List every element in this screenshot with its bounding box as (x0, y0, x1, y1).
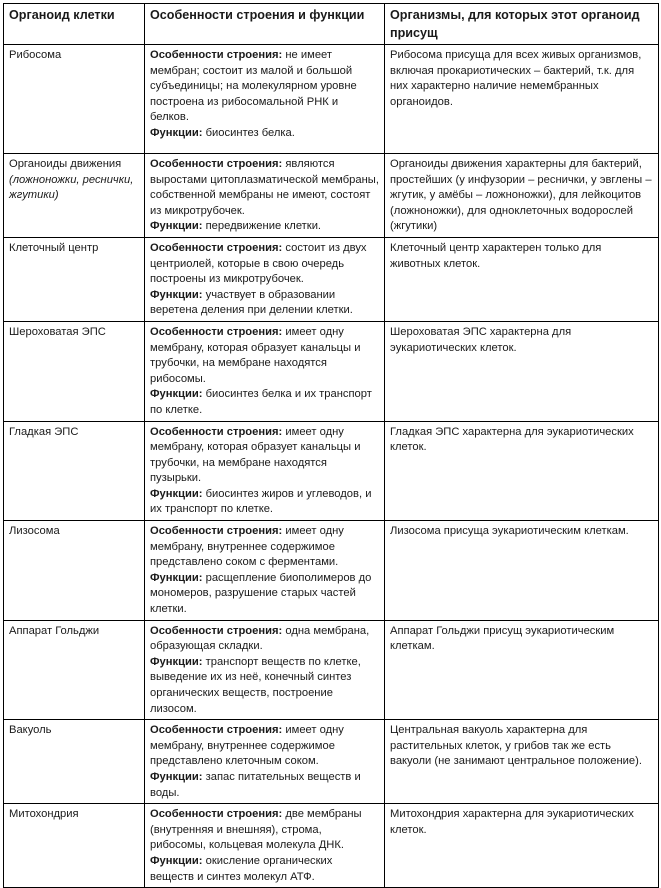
organelle-name-note: (ложноножки, реснички, жгутики) (9, 173, 134, 202)
organelle-name-cell (4, 154, 145, 238)
functions-label: Функции: (150, 126, 203, 139)
organisms-text: Центральная вакуоль характерна для растительных клеток, у грибов так же есть вакуоли (не занимают центральное положение). (390, 724, 642, 768)
header-organelle: Органоид клетки (4, 4, 145, 45)
organisms-cell (385, 154, 659, 238)
organisms-cell (385, 620, 659, 720)
structure-functions-cell (145, 421, 385, 521)
functions-label: Функции: (150, 288, 203, 301)
table-row (4, 521, 659, 621)
functions-label: Функции: (150, 571, 203, 584)
functions-label: Функции: (150, 770, 203, 783)
header-structure-functions: Особенности строения и функции (145, 4, 385, 45)
organelle-name-cell (4, 620, 145, 720)
organisms-text: Гладкая ЭПС характерна для эукариотических клеток. (390, 425, 634, 454)
functions-text: передвижение клетки. (205, 220, 322, 233)
functions-text: участвует в образовании веретена деления при делении клетки. (150, 288, 353, 317)
table-row (4, 421, 659, 521)
functions-text: окисление органических веществ и синтез молекул АТФ. (150, 854, 333, 883)
organelle-name-cell (4, 720, 145, 804)
organelle-name: Рибосома (9, 49, 62, 61)
organisms-text: Аппарат Гольджи присущ эукариотическим клеткам. (390, 624, 615, 653)
structure-label: Особенности строения: (150, 425, 283, 438)
table-body (4, 45, 659, 888)
structure-text: являются выростами цитоплазматической мембраны, собственной мембраны не имеют, состоят из микротрубочек. (150, 158, 379, 217)
table-row (4, 45, 659, 154)
organelle-name: Клеточный центр (9, 241, 99, 254)
structure-text: имеет одну мембрану, которая образует канальцы и трубочки, на мембране находятся пузырьки. (150, 425, 361, 485)
organelle-name: Органоиды движения (9, 158, 122, 170)
table-row (4, 237, 659, 321)
organelle-name: Шероховатая ЭПС (9, 325, 106, 338)
structure-text: не имеет мембран; состоит из малой и большой субъединицы; на молекулярном уровне построена из рибосомальной РНК и белков. (150, 49, 357, 124)
organisms-cell (385, 421, 659, 521)
structure-functions-cell (145, 154, 385, 238)
structure-functions-cell (145, 321, 385, 421)
functions-text: транспорт веществ по клетке, выведение их из неё, конечный синтез органических веществ, построение лизосом. (150, 655, 361, 715)
organisms-cell (385, 720, 659, 804)
table-row (4, 154, 659, 238)
functions-label: Функции: (150, 388, 203, 401)
organisms-text: Клеточный центр характерен только для животных клеток. (390, 241, 602, 270)
structure-text: имеет одну мембрану, внутреннее содержимое представлено соком с ферментами. (150, 525, 344, 569)
structure-label: Особенности строения: (150, 624, 283, 637)
structure-text: две мембраны (внутренняя и внешняя), строма, рибосомы, кольцевая молекула ДНК. (150, 808, 362, 852)
structure-label: Особенности строения: (150, 808, 283, 821)
functions-label: Функции: (150, 854, 203, 867)
organisms-cell (385, 321, 659, 421)
table-row (4, 620, 659, 720)
functions-label: Функции: (150, 487, 203, 500)
table-header-row (4, 4, 659, 45)
structure-functions-cell (145, 521, 385, 621)
structure-label: Особенности строения: (150, 525, 283, 538)
organisms-cell (385, 45, 659, 154)
functions-text: биосинтез жиров и углеводов, и их транспорт по клетке. (150, 487, 372, 516)
organisms-text: Митохондрия характерна для эукариотических клеток. (390, 808, 634, 836)
structure-text: состоит из двух центриолей, которые в свою очередь построены из микротрубочек. (150, 241, 367, 286)
functions-label: Функции: (150, 655, 203, 668)
organelle-name-cell (4, 45, 145, 154)
organelles-table (3, 3, 659, 888)
structure-label: Особенности строения: (150, 241, 283, 254)
structure-label: Особенности строения: (150, 158, 283, 170)
organisms-text: Шероховатая ЭПС характерна для эукариотических клеток. (390, 325, 572, 354)
organelle-name: Лизосома (9, 525, 60, 538)
organelle-name: Вакуоль (9, 724, 52, 737)
table-row (4, 720, 659, 804)
functions-text: биосинтез белка. (205, 126, 295, 139)
organelle-name-cell (4, 237, 145, 321)
organelle-name: Аппарат Гольджи (9, 624, 100, 637)
organisms-text: Рибосома присуща для всех живых организмов, включая прокариотических – бактерий, т.к. для них характерно наличие немембранных органоидов. (390, 49, 642, 108)
organisms-text: Органоиды движения характерны для бактерий, простейших (у инфузории – реснички, у эвглены – жгутик, у амёбы – ложноножки), для лейкоцитов (ложноножки), для одноклеточных водорослей (жгутики) (390, 158, 652, 233)
structure-label: Особенности строения: (150, 325, 283, 338)
organisms-cell (385, 521, 659, 621)
structure-text: одна мембрана, образующая складки. (150, 624, 370, 653)
organelle-name-cell (4, 421, 145, 521)
organelle-name-cell (4, 521, 145, 621)
organelle-name: Гладкая ЭПС (9, 425, 79, 438)
structure-label: Особенности строения: (150, 724, 283, 737)
structure-functions-cell (145, 237, 385, 321)
functions-text: расщепление биополимеров до мономеров, разрушение старых частей клетки. (150, 571, 372, 616)
functions-label: Функции: (150, 220, 203, 233)
structure-label: Особенности строения: (150, 49, 283, 61)
structure-functions-cell (145, 620, 385, 720)
structure-functions-cell (145, 720, 385, 804)
organelle-name-cell (4, 321, 145, 421)
structure-text: имеет одну мембрану, внутреннее содержимое представлено клеточным соком. (150, 724, 344, 768)
organisms-text: Лизосома присуща эукариотическим клеткам. (390, 525, 629, 538)
organelle-name: Митохондрия (9, 808, 79, 821)
organisms-cell (385, 237, 659, 321)
functions-text: биосинтез белка и их транспорт по клетке. (150, 388, 372, 416)
table-row (4, 321, 659, 421)
structure-functions-cell (145, 45, 385, 154)
structure-text: имеет одну мембрану, которая образует канальцы и трубочки, на мембране находятся рибосомы. (150, 325, 361, 385)
header-organisms: Организмы, для которых этот органоид присущ (385, 4, 659, 45)
functions-text: запас питательных веществ и воды. (150, 770, 361, 799)
